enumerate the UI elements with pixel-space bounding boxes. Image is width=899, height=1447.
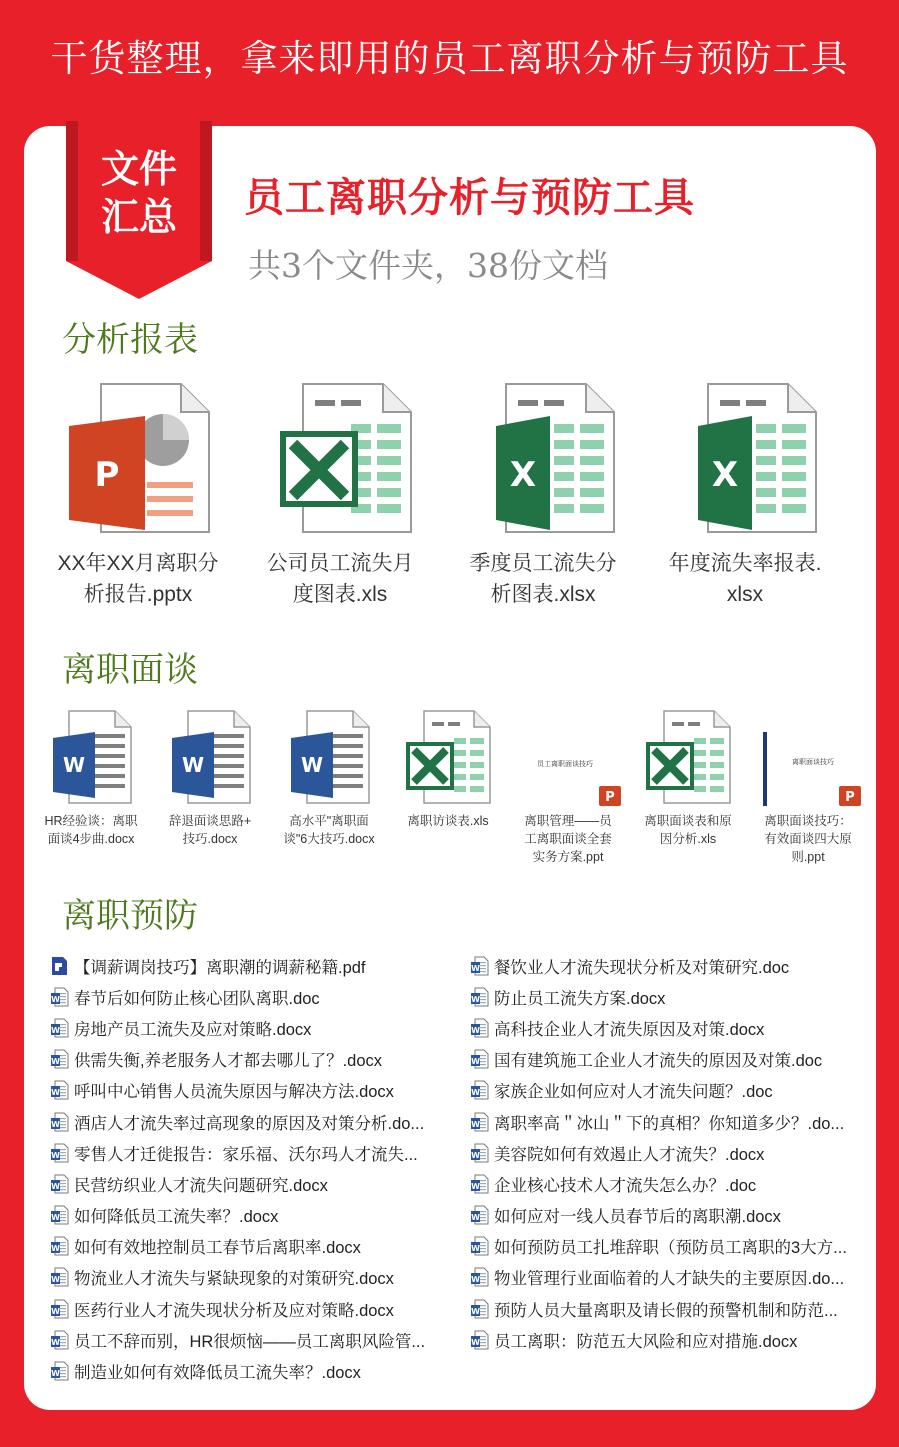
word-doc-icon: [50, 1080, 69, 1100]
prevention-list-left: [50, 950, 430, 1387]
excel-file-icon: [670, 380, 820, 536]
list-item[interactable]: [470, 1075, 850, 1106]
word-doc-icon: [470, 1174, 489, 1194]
list-item-label: 如何应对一线人员春节后的离职潮.docx: [494, 1208, 781, 1227]
list-item-label: 离职率高＂冰山＂下的真相？你知道多少？.do...: [494, 1114, 845, 1133]
word-doc-icon: [50, 1205, 69, 1225]
file-caption: 离职管理——员 工离职面谈全套 实务方案.ppt: [524, 814, 612, 864]
list-item-label: 【调薪调岗技巧】离职潮的调薪秘籍.pdf: [74, 958, 366, 977]
list-item-label: 预防人员大量离职及请长假的预警机制和防范...: [494, 1301, 838, 1320]
list-item-label: 制造业如何有效降低员工流失率？.docx: [74, 1364, 361, 1383]
top-banner: [0, 0, 899, 110]
word-doc-icon: [470, 1267, 489, 1287]
word-doc-icon: [470, 1143, 489, 1163]
list-item[interactable]: [470, 1293, 850, 1324]
list-item-label: 如何降低员工流失率？.docx: [74, 1208, 279, 1227]
svg-text:W: W: [471, 1181, 480, 1191]
svg-text:W: W: [471, 963, 480, 973]
prevention-list-right: [470, 950, 850, 1355]
file-item[interactable]: [389, 708, 507, 830]
svg-text:W: W: [51, 1369, 60, 1379]
word-file-icon: [287, 708, 371, 806]
section-title-interview: 离职面谈: [62, 650, 198, 690]
svg-text:W: W: [51, 1150, 60, 1160]
file-caption: 高水平"离职面 谈"6大技巧.docx: [283, 814, 375, 846]
file-caption: XX年XX月离职分 析报告.pptx: [57, 552, 219, 606]
svg-text:W: W: [51, 1337, 60, 1347]
list-item-label: 如何有效地控制员工春节后离职率.docx: [74, 1239, 361, 1258]
svg-text:离职面谈技巧: 离职面谈技巧: [792, 758, 834, 766]
list-item-label: 员工离职：防范五大风险和应对措施.docx: [494, 1332, 798, 1351]
excel-file-icon: [398, 708, 498, 806]
file-item[interactable]: [270, 708, 388, 848]
word-doc-icon: [470, 1299, 489, 1319]
list-item-label: 企业核心技术人才流失怎么办？.doc: [494, 1176, 757, 1195]
svg-text:W: W: [471, 1057, 480, 1067]
list-item-label: 餐饮业人才流失现状分析及对策研究.doc: [494, 958, 790, 977]
svg-text:X: X: [509, 455, 537, 495]
file-item[interactable]: [749, 708, 867, 866]
svg-text:W: W: [181, 753, 205, 777]
file-item[interactable]: [151, 708, 269, 848]
svg-text:W: W: [471, 1088, 480, 1098]
list-item-label: 呼叫中心销售人员流失原因与解决方法.docx: [74, 1083, 394, 1102]
file-item[interactable]: [240, 380, 440, 610]
word-file-icon: [168, 708, 252, 806]
list-item[interactable]: [470, 1137, 850, 1168]
list-item[interactable]: [50, 1168, 430, 1199]
list-item[interactable]: [470, 1012, 850, 1043]
word-doc-icon: [470, 956, 489, 976]
list-item-label: 防止员工流失方案.docx: [494, 989, 666, 1008]
file-item[interactable]: [32, 708, 150, 848]
list-item-label: 医药行业人才流失现状分析及应对策略.docx: [74, 1301, 394, 1320]
svg-text:W: W: [51, 994, 60, 1004]
list-item[interactable]: [50, 1044, 430, 1075]
excel-file-icon: [265, 380, 415, 536]
file-item[interactable]: [443, 380, 643, 610]
list-item-label: 物业管理行业面临着的人才缺失的主要原因.do...: [494, 1270, 845, 1289]
list-item[interactable]: [50, 1262, 430, 1293]
word-doc-icon: [50, 1143, 69, 1163]
list-item[interactable]: [50, 1293, 430, 1324]
word-doc-icon: [50, 1049, 69, 1069]
svg-text:W: W: [471, 994, 480, 1004]
svg-text:W: W: [471, 1337, 480, 1347]
svg-text:W: W: [471, 1244, 480, 1254]
list-item[interactable]: [50, 1324, 430, 1355]
svg-text:员工离职面谈技巧: 员工离职面谈技巧: [537, 760, 593, 768]
file-item[interactable]: [645, 380, 845, 610]
banner-title: 干货整理，拿来即用的员工离职分析与预防工具: [50, 37, 849, 80]
summary-title: 员工离职分析与预防工具: [244, 175, 695, 221]
list-item[interactable]: [50, 1200, 430, 1231]
list-item[interactable]: [470, 1044, 850, 1075]
list-item[interactable]: [470, 1262, 850, 1293]
list-item[interactable]: [470, 981, 850, 1012]
file-caption: 离职面谈表和原 因分析.xls: [644, 814, 732, 846]
svg-text:W: W: [471, 1306, 480, 1316]
list-item-label: 酒店人才流失率过高现象的原因及对策分析.do...: [74, 1114, 425, 1133]
word-doc-icon: [470, 1049, 489, 1069]
list-item-label: 春节后如何防止核心团队离职.doc: [74, 989, 320, 1008]
list-item[interactable]: [50, 981, 430, 1012]
word-doc-icon: [50, 1299, 69, 1319]
list-item[interactable]: [50, 950, 430, 981]
file-caption: 季度员工流失分 析图表.xlsx: [469, 552, 617, 606]
powerpoint-file-icon: [63, 380, 213, 536]
svg-text:P: P: [605, 790, 615, 805]
word-doc-icon: [50, 1361, 69, 1381]
file-item[interactable]: [38, 380, 238, 610]
ppt-thumbnail-icon: [753, 708, 863, 806]
list-item[interactable]: [50, 1075, 430, 1106]
list-item-label: 家族企业如何应对人才流失问题？.doc: [494, 1083, 773, 1102]
excel-file-icon: [468, 380, 618, 536]
word-doc-icon: [50, 1267, 69, 1287]
file-caption: 辞退面谈思路+ 技巧.docx: [168, 814, 252, 846]
list-item-label: 供需失衡,养老服务人才都去哪儿了？.docx: [74, 1052, 383, 1071]
word-doc-icon: [470, 1112, 489, 1132]
word-doc-icon: [50, 1174, 69, 1194]
svg-text:W: W: [51, 1213, 60, 1223]
list-item-label: 民营纺织业人才流失问题研究.docx: [74, 1176, 328, 1195]
word-doc-icon: [470, 1205, 489, 1225]
word-doc-icon: [470, 1018, 489, 1038]
pdf-file-icon: [50, 956, 69, 976]
file-caption: 离职面谈技巧： 有效面谈四大原 则.ppt: [764, 814, 852, 864]
list-item[interactable]: [470, 1231, 850, 1262]
svg-text:W: W: [471, 1025, 480, 1035]
svg-text:X: X: [711, 455, 739, 495]
svg-text:W: W: [51, 1244, 60, 1254]
list-item-label: 员工不辞而别，HR很烦恼——员工离职风险管...: [74, 1332, 426, 1351]
file-caption: 离职访谈表.xls: [407, 814, 489, 828]
file-caption: 公司员工流失月 度图表.xls: [266, 552, 414, 606]
list-item[interactable]: [470, 1168, 850, 1199]
ppt-thumbnail-icon: [513, 708, 623, 806]
list-item[interactable]: [50, 1355, 430, 1386]
word-file-icon: [49, 708, 133, 806]
svg-text:W: W: [471, 1119, 480, 1129]
svg-text:W: W: [471, 1275, 480, 1285]
file-caption: HR经验谈：离职 面谈4步曲.docx: [44, 814, 138, 846]
svg-text:W: W: [51, 1057, 60, 1067]
word-doc-icon: [50, 1330, 69, 1350]
list-item[interactable]: [470, 950, 850, 981]
list-item-label: 高科技企业人才流失原因及对策.docx: [494, 1020, 765, 1039]
svg-text:W: W: [51, 1275, 60, 1285]
svg-text:W: W: [300, 753, 324, 777]
list-item-label: 物流业人才流失与紧缺现象的对策研究.docx: [74, 1270, 394, 1289]
list-item[interactable]: [470, 1324, 850, 1355]
svg-text:W: W: [51, 1119, 60, 1129]
list-item[interactable]: [50, 1106, 430, 1137]
list-item[interactable]: [50, 1012, 430, 1043]
ribbon-line2: 汇总: [100, 195, 177, 239]
svg-text:W: W: [51, 1181, 60, 1191]
word-doc-icon: [50, 1236, 69, 1256]
summary-subtitle: 共3个文件夹，38份文档: [248, 246, 608, 285]
list-item[interactable]: [50, 1137, 430, 1168]
list-item[interactable]: [470, 1200, 850, 1231]
list-item-label: 美容院如何有效遏止人才流失？.docx: [494, 1145, 765, 1164]
word-doc-icon: [470, 1330, 489, 1350]
ribbon-label: [66, 145, 212, 241]
ribbon-line1: 文件: [100, 147, 177, 191]
svg-text:W: W: [51, 1306, 60, 1316]
word-doc-icon: [50, 1112, 69, 1132]
list-item[interactable]: [50, 1231, 430, 1262]
list-item-label: 如何预防员工扎堆辞职（预防员工离职的3大方...: [494, 1239, 847, 1258]
word-doc-icon: [50, 987, 69, 1007]
section-title-prevention: 离职预防: [62, 896, 198, 936]
list-item[interactable]: [470, 1106, 850, 1137]
word-doc-icon: [470, 987, 489, 1007]
section-title-analysis: 分析报表: [62, 320, 198, 360]
svg-text:W: W: [51, 1025, 60, 1035]
file-item[interactable]: [629, 708, 747, 848]
word-doc-icon: [470, 1236, 489, 1256]
excel-file-icon: [638, 708, 738, 806]
word-doc-icon: [470, 1080, 489, 1100]
svg-text:W: W: [51, 1088, 60, 1098]
word-doc-icon: [50, 1018, 69, 1038]
svg-text:W: W: [471, 1213, 480, 1223]
svg-text:P: P: [94, 455, 120, 495]
list-item-label: 房地产员工流失及应对策略.docx: [74, 1020, 312, 1039]
list-item-label: 零售人才迁徙报告：家乐福、沃尔玛人才流失...: [74, 1145, 418, 1164]
file-caption: 年度流失率报表. xlsx: [668, 552, 822, 606]
svg-text:W: W: [62, 753, 86, 777]
file-item[interactable]: [509, 708, 627, 866]
list-item-label: 国有建筑施工企业人才流失的原因及对策.doc: [494, 1052, 823, 1071]
svg-text:W: W: [471, 1150, 480, 1160]
svg-text:P: P: [845, 790, 855, 805]
